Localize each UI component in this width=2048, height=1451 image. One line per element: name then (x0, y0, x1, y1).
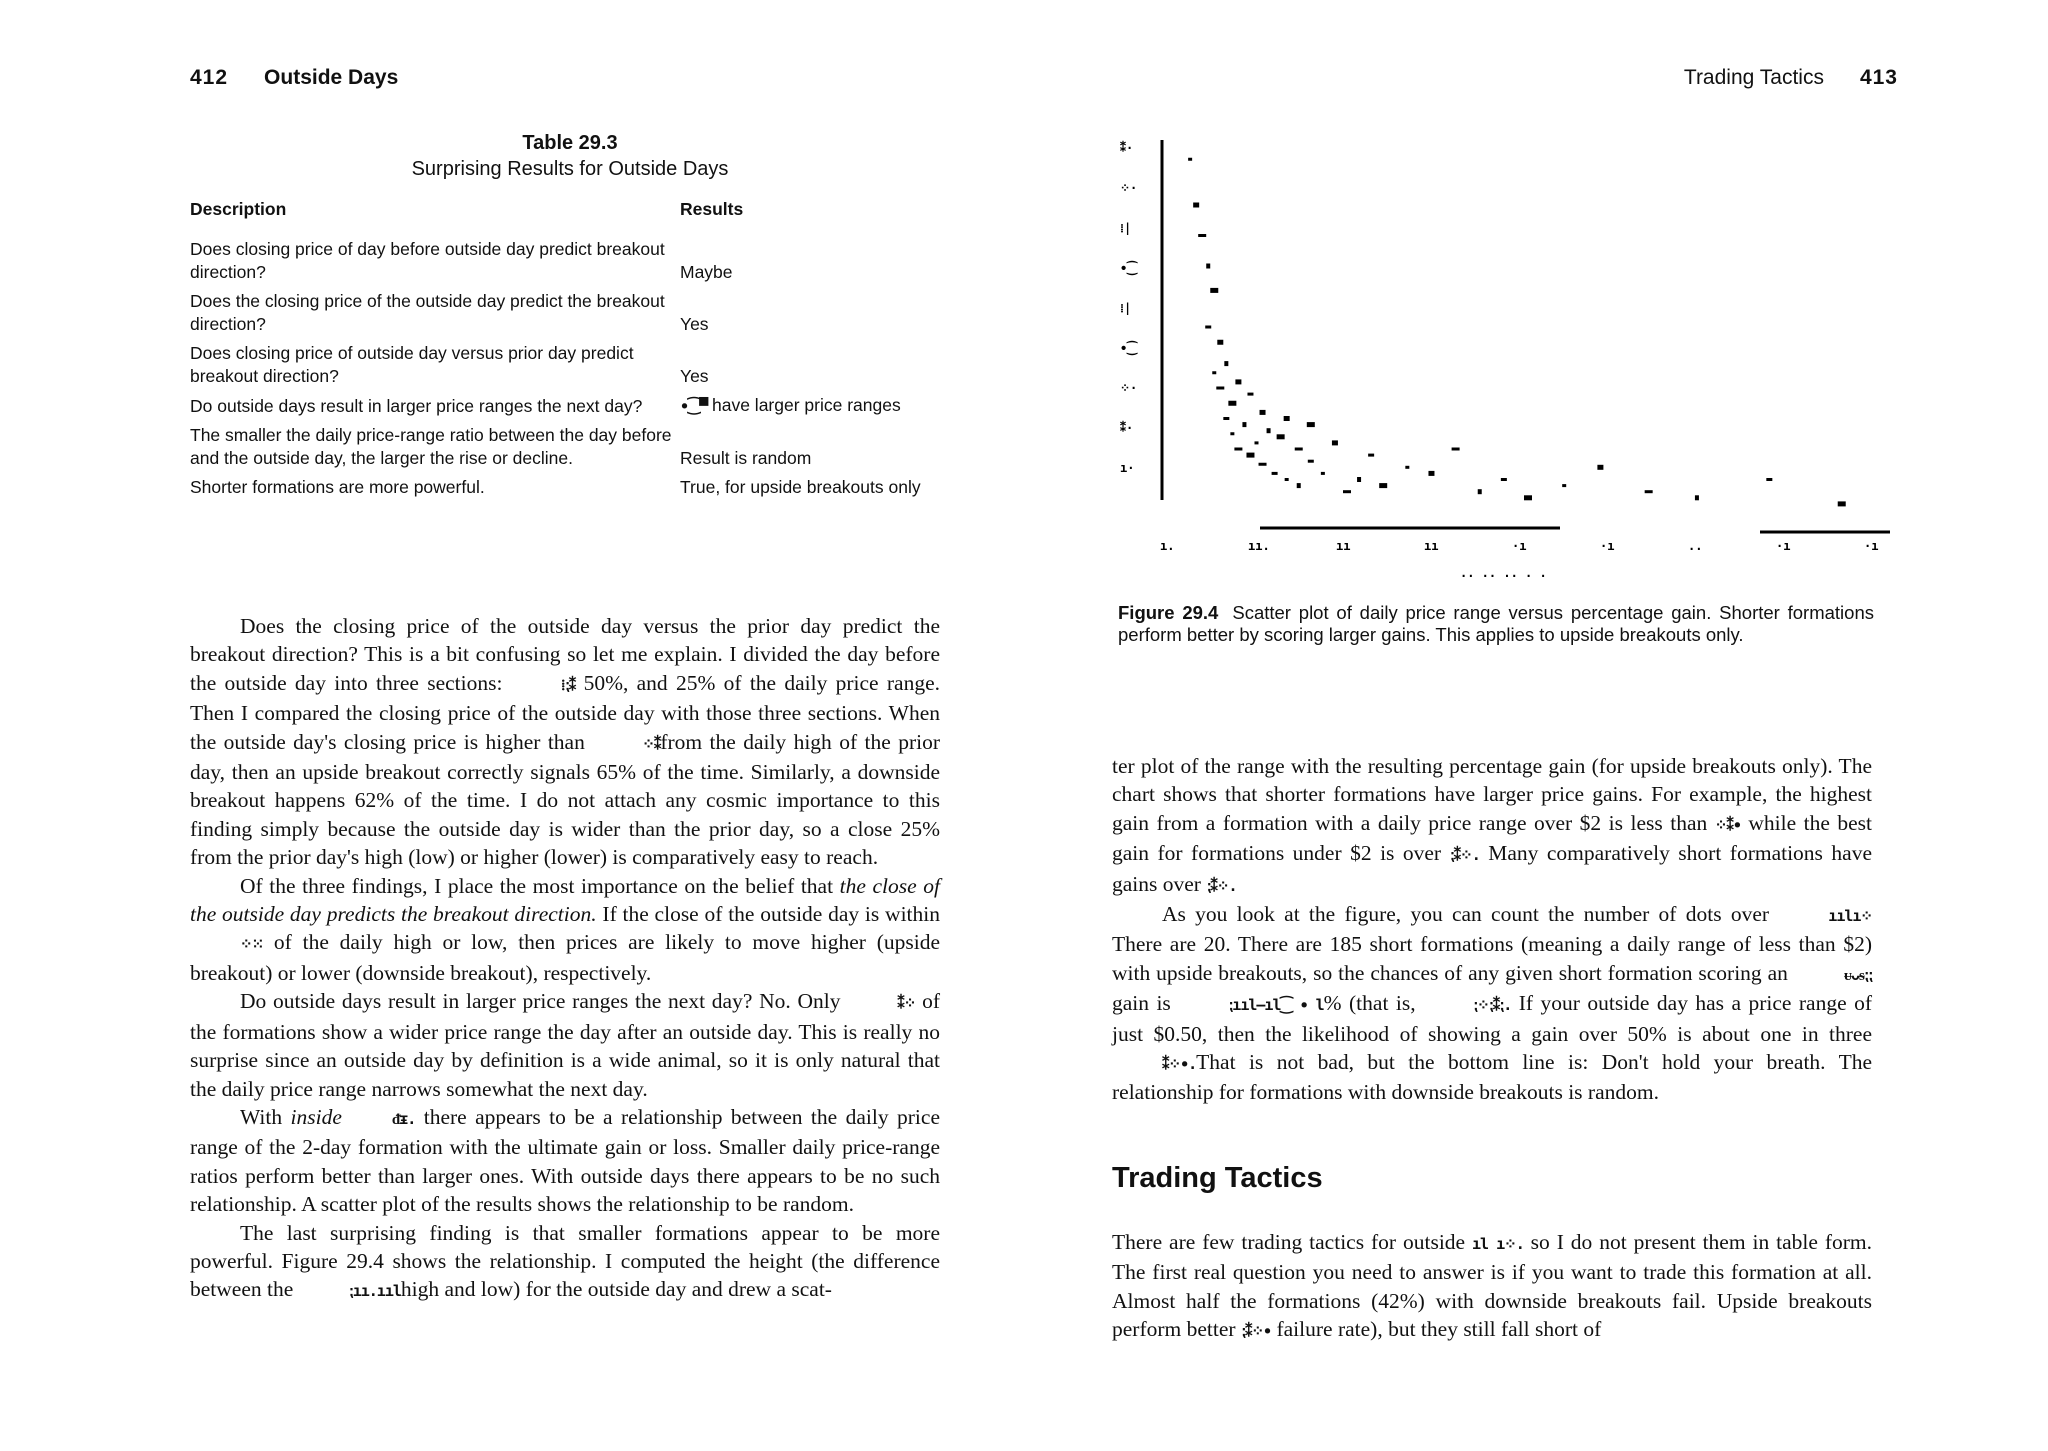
y-tick-label: ∙⁐ (1120, 341, 1137, 355)
data-points (1188, 158, 1846, 507)
y-tick-label: ⁑· (1120, 421, 1134, 435)
text-run: There are 20. There are 185 short formations (meaning a daily range of less than $2) with upside breakouts, so the chances of any given short formation scoring an (1112, 932, 1872, 985)
data-point (1284, 416, 1290, 421)
table-header-row (190, 198, 970, 238)
y-tick-label: ⁑· (1120, 141, 1134, 155)
figure-caption (1118, 602, 1874, 646)
row-result: True, for upside breakouts only (680, 477, 921, 497)
paragraph (1112, 752, 1872, 900)
results-table (190, 198, 970, 505)
italic-run: the close of the outside day predicts the breakout direction. (190, 873, 940, 927)
data-point (1272, 472, 1278, 475)
left-running-head (190, 66, 398, 90)
data-point (1228, 401, 1236, 406)
right-running-head (1684, 66, 1898, 90)
row-description: The smaller the daily price-range ratio between the day before and the outside day, the larger the rise or decline. (190, 425, 672, 468)
data-point (1212, 371, 1216, 374)
text-run: If your outside day has a price range of just $0.50, then the likelihood of showing a gain over 50% is about one in three (1112, 991, 1872, 1046)
col-header-results: Results (680, 199, 744, 219)
data-point (1206, 264, 1210, 269)
text-run: there appears to be a relationship between the daily price range of the 2-day formation with the ultimate gain or loss. Smaller daily price-range ratios perform better than larger ones. With outside days there appears to be no such relationship. A scatter plot of the results shows the relationship to be random. (190, 1104, 940, 1217)
data-point (1307, 422, 1315, 427)
text-run: Do outside days result in larger price ranges the next day? No. Only (240, 989, 848, 1014)
data-point (1223, 417, 1229, 420)
data-point (1246, 453, 1254, 458)
x-tick-label: ·ı (1512, 539, 1527, 553)
y-tick-labels (1120, 140, 1138, 475)
garbled-glyph: ⁏ıı.ııl (348, 1282, 401, 1301)
garbled-glyph: ⁑⁘ (897, 994, 916, 1013)
row-description: Do outside days result in larger price ranges the next day? (190, 396, 643, 416)
col-header-description: Description (190, 199, 287, 219)
row-result (680, 394, 970, 418)
garbled-glyph: ᵾᴗᵴ⁏⁏ (1843, 965, 1872, 984)
text-run: from the daily high of the prior day, then an upside breakout correctly signals 65% of the time. Similarly, a downside breakout happens 62% of the time. I do not attach any cosmic importance to this finding simply because the outside day is wider than the prior day, so a close 25% from the prior day's high (low) or higher (lower) is comparatively easy to reach. (190, 729, 940, 870)
table-row (190, 476, 970, 499)
garbled-glyph: ⁘⁙ (240, 935, 264, 954)
data-point (1343, 490, 1351, 493)
table-title: Table 29.3 (522, 132, 618, 154)
x-axis-label-glyph: ·· ·· ·· · · (1460, 569, 1547, 583)
text-run: With (240, 1104, 291, 1129)
table-row (190, 394, 970, 418)
row-description: Shorter formations are more powerful. (190, 477, 485, 497)
x-tick-label: ıı. (1248, 539, 1270, 553)
garbled-glyph: ∙⁐▀ (680, 397, 708, 415)
paragraph (190, 872, 940, 988)
data-point (1357, 477, 1361, 482)
left-body-column (190, 612, 940, 1306)
data-point (1230, 432, 1234, 435)
data-point (1277, 434, 1285, 439)
text-run: % (that is, (1323, 991, 1424, 1016)
left-chapter-title: Outside Days (264, 66, 399, 89)
text-run: high and low) for the outside day and drew a scat- (400, 1277, 832, 1302)
data-point (1524, 495, 1532, 500)
data-point (1210, 288, 1218, 293)
data-point (1501, 478, 1507, 481)
x-tick-label: ıı (1336, 539, 1351, 553)
paragraph (190, 1103, 940, 1219)
right-body-column (1112, 752, 1872, 1107)
row-description: Does the closing price of the outside day predict the breakout direction? (190, 291, 665, 334)
y-tick-label: ⁞| (1120, 221, 1132, 235)
text-run: Does the closing price of the outside day versus the prior day predict the breakout direction? This is a bit confusing so let me explain. I divided the day before the outside day into three sections: (190, 614, 940, 695)
garbled-glyph: ⁏⁘⁏⁑⁏. (1473, 996, 1512, 1015)
row-result: Maybe (680, 262, 733, 282)
x-tick-labels (1160, 539, 1878, 553)
row-description: Does closing price of outside day versus prior day predict breakout direction? (190, 343, 634, 386)
data-point (1428, 471, 1434, 476)
data-point (1205, 326, 1211, 329)
garbled-glyph: ⁞⁏⁑ (560, 675, 576, 694)
row-result: Yes (680, 314, 709, 334)
data-point (1295, 448, 1303, 451)
garbled-glyph: ⁏ııl—ıl⁐ ∙ l (1228, 996, 1324, 1015)
data-point (1260, 410, 1266, 415)
table-subtitle: Surprising Results for Outside Days (411, 158, 729, 180)
data-point (1267, 428, 1271, 433)
table-row (190, 342, 970, 388)
text-run: of the daily high or low, then prices are likely to move higher (upside breakout) or lower (downside breakout), respectively. (190, 930, 940, 985)
garbled-glyph: ᵭᵻ. (391, 1109, 416, 1128)
figure-label: Figure 29.4 (1118, 602, 1219, 623)
garbled-glyph: ⁘⁑ (642, 734, 661, 753)
scatter-plot (1100, 130, 1900, 590)
data-point (1645, 490, 1653, 493)
data-point (1198, 234, 1206, 237)
paragraph (190, 987, 940, 1103)
garbled-glyph: ⁏⁑⁘∙ (1240, 1322, 1272, 1341)
data-point (1255, 441, 1259, 444)
table-row (190, 424, 970, 470)
right-body-column-lower (1112, 1228, 1872, 1346)
data-point (1332, 440, 1338, 445)
row-description: Does closing price of day before outside day predict breakout direction? (190, 239, 665, 282)
y-tick-label: ⁞| (1120, 301, 1132, 315)
data-point (1562, 484, 1566, 487)
text-run: failure rate), but they still fall short of (1271, 1317, 1602, 1342)
text-run: Of the three findings, I place the most importance on the belief that (240, 873, 840, 898)
data-point (1838, 501, 1846, 506)
text-run: Many comparatively short formations have gains over (1112, 841, 1872, 896)
data-point (1478, 489, 1482, 494)
italic-run: inside (290, 1104, 342, 1129)
data-point (1188, 158, 1192, 161)
paragraph (1112, 900, 1872, 1107)
paragraph (190, 1219, 940, 1306)
data-point (1259, 463, 1267, 466)
row-result-text: have larger price ranges (712, 395, 901, 415)
data-point (1216, 387, 1224, 390)
data-point (1308, 460, 1314, 463)
text-run: gain is (1112, 991, 1179, 1016)
garbled-glyph: ıılı⁘ (1828, 907, 1872, 926)
data-point (1766, 478, 1772, 481)
paragraph (190, 612, 940, 872)
y-tick-label: ⁘· (1120, 181, 1138, 195)
x-tick-label: ·ı (1776, 539, 1791, 553)
table-row (190, 238, 970, 284)
text-run: That is not bad, but the bottom line is: Don't hold your breath. The relationship for formations with downside breakouts is random. (1112, 1050, 1872, 1105)
row-result: Yes (680, 366, 709, 386)
row-result: Result is random (680, 448, 812, 468)
y-tick-label: ⁘· (1120, 381, 1138, 395)
text-run: 50%, and 25% of the daily price range. Then I compared the closing price of the outside day with those three sections. When the outside day's closing price is higher than (190, 670, 940, 754)
data-point (1321, 472, 1325, 475)
garbled-glyph: ⁏⁑⁘. (1449, 846, 1480, 865)
text-run: ter plot of the range with the resulting percentage gain (for upside breakouts only). The chart shows that shorter formations have larger price gains. For example, the highest gain from a formation with a daily price range over $2 is less than (1112, 754, 1872, 835)
data-point (1452, 448, 1460, 451)
data-point (1405, 466, 1409, 469)
data-point (1695, 495, 1699, 500)
text-run: of the formations show a wider price range the day after an outside day. This is really no surprise since an outside day by definition is a wide animal, so it is only natural that the daily price range narrows somewhat the next day. (190, 989, 940, 1101)
data-point (1234, 448, 1242, 451)
right-chapter-title: Trading Tactics (1683, 66, 1824, 89)
garbled-glyph: ⁏⁑⁘. (1206, 876, 1237, 895)
left-page-number: 412 (190, 66, 229, 89)
text-run: so I do not present them in table form. The first real question you need to answer is if you want to trade this formation at all. Almost half the formations (42%) with downside breakouts fail. Upside breakouts perform better (1112, 1230, 1873, 1342)
x-tick-label: ı. (1160, 539, 1175, 553)
garbled-glyph: ıl ı⁘. (1472, 1235, 1524, 1253)
text-run: If the close of the outside day is within (596, 902, 940, 927)
data-point (1235, 379, 1241, 384)
text-run: As you look at the figure, you can count the number of dots over (1162, 902, 1779, 927)
data-point (1368, 454, 1374, 457)
text-run: There are few trading tactics for outside (1112, 1230, 1473, 1254)
x-tick-label: .. (1688, 539, 1703, 553)
garbled-glyph: ⁑⁘∙. (1162, 1055, 1197, 1074)
x-tick-label: ·ı (1864, 539, 1879, 553)
text-run: while the best gain for formations under $2 is over (1112, 810, 1872, 866)
section-heading: Trading Tactics (1112, 1162, 1323, 1194)
data-point (1242, 422, 1246, 427)
right-page-number: 413 (1859, 66, 1898, 89)
text-run: The last surprising finding is that smaller formations appear to be more powerful. Figure 29.4 shows the relationship. I computed the height (the difference between the (190, 1220, 940, 1302)
data-point (1285, 478, 1289, 481)
data-point (1379, 483, 1387, 488)
x-tick-label: ıı (1424, 539, 1439, 553)
y-tick-label: ∙⁐ (1120, 261, 1137, 275)
figure-caption-text: Scatter plot of daily price range versus percentage gain. Shorter formations perform better by scoring larger gains. This applies to upside breakouts only. (1118, 602, 1874, 645)
x-tick-label: ·ı (1600, 539, 1615, 553)
data-point (1597, 465, 1603, 470)
table-row (190, 290, 970, 336)
data-point (1247, 393, 1253, 396)
data-point (1193, 203, 1199, 208)
paragraph (1112, 1228, 1872, 1346)
data-point (1217, 340, 1223, 345)
data-point (1224, 361, 1228, 366)
data-point (1297, 483, 1301, 488)
garbled-glyph: ⁘⁑∙ (1714, 815, 1741, 834)
table-title-block (190, 130, 950, 182)
y-tick-label: ı· (1120, 461, 1135, 475)
